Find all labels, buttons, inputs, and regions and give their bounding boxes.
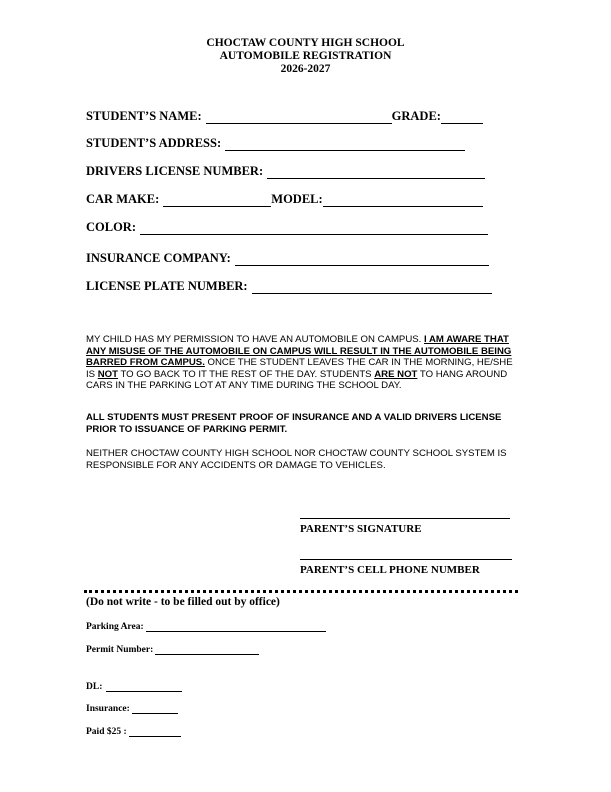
- student-name-field[interactable]: [206, 111, 392, 124]
- rest-of-day-text: TO GO BACK TO IT THE REST OF THE DAY. STUDENTS: [118, 368, 375, 380]
- form-header: [0, 37, 611, 76]
- misuse-warning: I AM AWARE THAT ANY MISUSE OF THE AUTOMOBILE ON CAMPUS WILL RESULT IN THE AUTOMOBILE BEING BARRED FROM CAMPUS.: [86, 334, 512, 369]
- parent-signature-line[interactable]: [300, 518, 510, 519]
- permit-number-field[interactable]: [155, 644, 259, 655]
- insurance-row: [86, 703, 178, 714]
- office-use-title: (Do not write - to be filled out by office): [86, 596, 280, 608]
- color-label: COLOR:: [86, 220, 136, 234]
- grade-field[interactable]: [441, 111, 483, 124]
- insurance-company-row: [86, 251, 489, 266]
- car-make-row: [86, 192, 483, 207]
- parking-area-field[interactable]: [146, 621, 326, 632]
- permission-text: MY CHILD HAS MY PERMISSION TO HAVE AN AUTOMOBILE ON CAMPUS.: [86, 334, 424, 345]
- dl-field[interactable]: [106, 681, 182, 692]
- license-plate-row: [86, 279, 492, 294]
- color-field[interactable]: [140, 222, 488, 235]
- drivers-license-label: DRIVERS LICENSE NUMBER:: [86, 164, 264, 178]
- student-address-row: [86, 136, 465, 151]
- insurance-requirement: ALL STUDENTS MUST PRESENT PROOF OF INSURANCE AND A VALID DRIVERS LICENSE PRIOR TO ISSUANCE OF PARKING PERMIT.: [86, 412, 502, 435]
- paid-field[interactable]: [129, 726, 181, 737]
- parking-area-label: Parking Area:: [86, 622, 144, 632]
- parking-lot-text: TO HANG AROUND CARS IN THE PARKING LOT AT ANY TIME DURING THE SCHOOL DAY.: [86, 368, 508, 392]
- form-title: AUTOMOBILE REGISTRATION: [219, 50, 392, 62]
- paid-label: Paid $25 :: [86, 727, 127, 737]
- parent-phone-line[interactable]: [300, 559, 512, 560]
- parent-signature-label: PARENT’S SIGNATURE: [300, 523, 422, 535]
- parking-area-row: [86, 621, 326, 632]
- cut-line-divider: [84, 590, 518, 593]
- grade-label: GRADE:: [391, 109, 441, 123]
- dl-label: DL:: [86, 682, 103, 692]
- car-make-field[interactable]: [163, 194, 271, 207]
- color-row: [86, 220, 488, 235]
- license-plate-label: LICENSE PLATE NUMBER:: [86, 279, 248, 293]
- model-label: MODEL:: [271, 192, 323, 206]
- car-make-label: CAR MAKE:: [86, 192, 160, 206]
- insurance-company-label: INSURANCE COMPANY:: [86, 251, 231, 265]
- student-name-label: STUDENT’S NAME:: [86, 109, 202, 123]
- leave-car-text: ONCE THE STUDENT LEAVES THE CAR IN THE MORNING, HE/SHE IS: [86, 357, 513, 380]
- school-name: CHOCTAW COUNTY HIGH SCHOOL: [206, 37, 405, 49]
- paid-row: [86, 726, 181, 737]
- insurance-label: Insurance:: [86, 704, 130, 714]
- student-address-label: STUDENT’S ADDRESS:: [86, 136, 222, 150]
- insurance-field[interactable]: [132, 703, 178, 714]
- permission-paragraph: [86, 334, 524, 392]
- model-field[interactable]: [323, 194, 483, 207]
- liability-disclaimer: NEITHER CHOCTAW COUNTY HIGH SCHOOL NOR CHOCTAW COUNTY SCHOOL SYSTEM IS RESPONSIBLE FOR ANY ACCIDENTS OR DAMAGE TO VEHICLES.: [86, 448, 507, 471]
- student-address-field[interactable]: [225, 138, 465, 151]
- not-emphasis: NOT: [97, 368, 118, 380]
- license-plate-field[interactable]: [252, 281, 492, 294]
- permit-number-label: Permit Number:: [86, 645, 154, 655]
- drivers-license-row: [86, 164, 485, 179]
- parent-phone-label: PARENT’S CELL PHONE NUMBER: [300, 564, 480, 576]
- school-year: 2026-2027: [280, 63, 331, 75]
- are-not-emphasis: ARE NOT: [374, 368, 418, 380]
- insurance-company-field[interactable]: [235, 253, 489, 266]
- student-name-row: [86, 109, 483, 124]
- permit-number-row: [86, 644, 259, 655]
- dl-row: [86, 681, 182, 692]
- drivers-license-field[interactable]: [267, 166, 485, 179]
